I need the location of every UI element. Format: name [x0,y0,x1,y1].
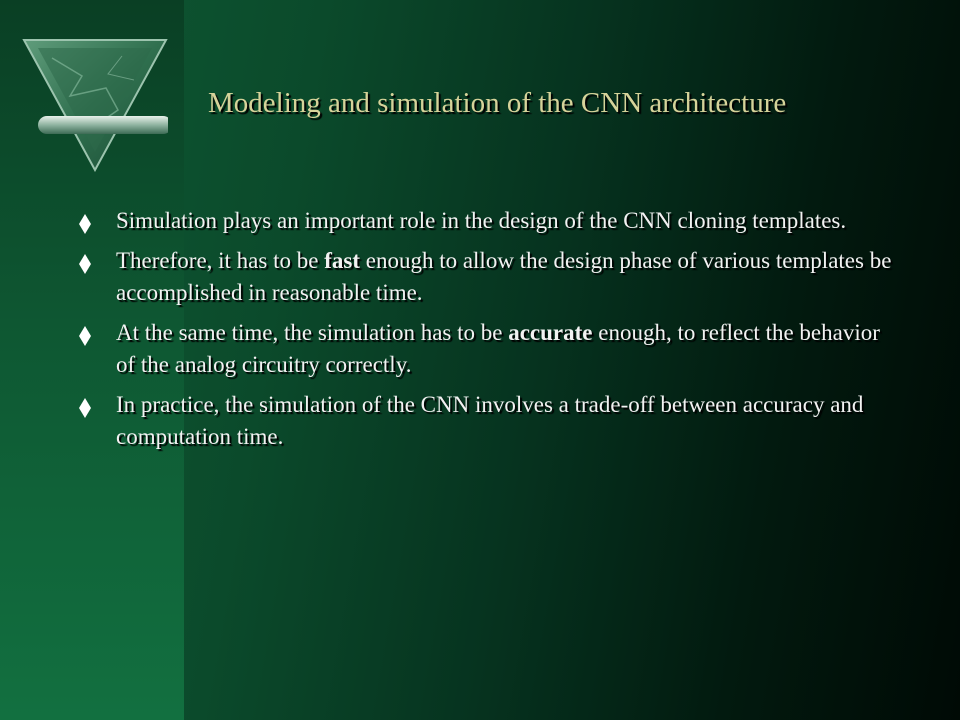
bullet-text [116,205,892,237]
bullet-item [72,317,892,381]
green-marble-triangle-icon [22,36,168,172]
diamond-bullet-icon [78,253,92,275]
bullet-text [116,317,892,381]
bullet-segment: enough to allow the design phase of various templates be accomplished in reasonable time. [116,248,892,305]
slide-title: Modeling and simulation of the CNN architecture [208,87,787,119]
bullet-segment: enough, to reflect the behavior of the analog circuitry correctly. [116,320,880,377]
bullet-segment: Therefore, it has to be [116,248,325,273]
bullet-segment: In practice, the simulation of the CNN involves a trade-off between accuracy and computation time. [116,392,864,449]
bullet-item [72,245,892,309]
bullet-item [72,205,892,237]
bullet-emphasis: accurate [508,320,593,345]
bullet-segment: At the same time, the simulation has to be [116,320,509,345]
bullet-item [72,389,892,453]
diamond-bullet-icon [78,213,92,235]
bullet-emphasis: fast [324,248,360,273]
bullet-text [116,245,892,309]
diamond-bullet-icon [78,397,92,419]
bullet-list [72,205,892,461]
diamond-bullet-icon [78,325,92,347]
bullet-segment: Simulation plays an important role in the design of the CNN cloning templates. [116,208,847,233]
bullet-text [116,389,892,453]
